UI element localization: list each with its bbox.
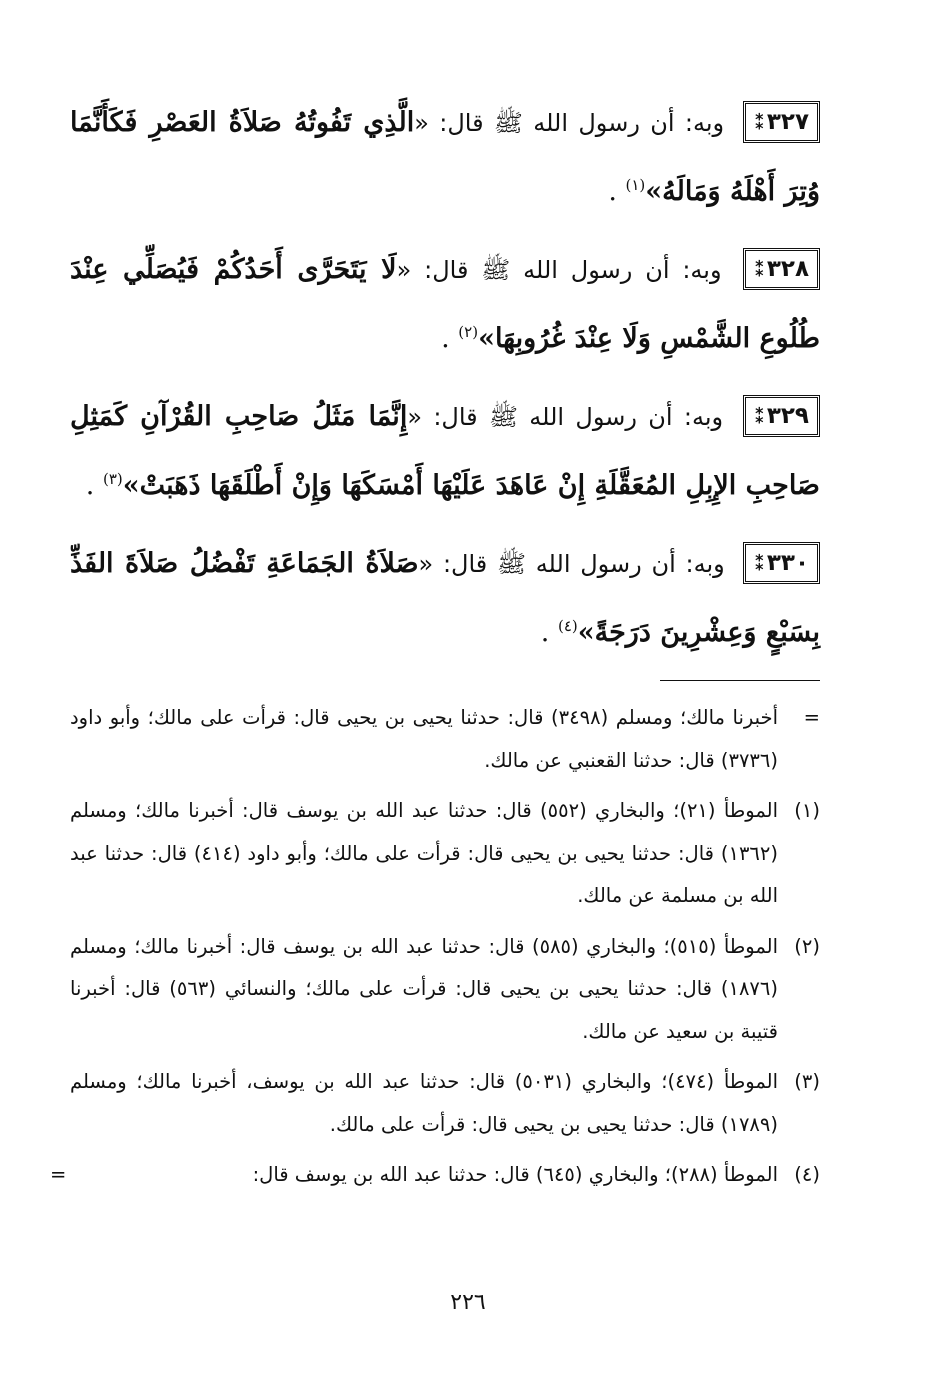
footnote-text: الموطأ (٢١)؛ والبخاري (٥٥٢) قال: حدثنا عبد الله بن يوسف قال: أخبرنا مالك؛ ومسلم (١٣٦٢) قال: حدثنا يحيى بن يحيى قال: قرأت على مالك؛ وأبو داود (٤١٤) قال: حدثنا عبد الله بن مسلمة عن مالك.: [70, 799, 778, 907]
footnote-label: (٣): [794, 1070, 820, 1093]
ornament-icon: ⁑: [754, 404, 765, 428]
footnote-label: (٤): [794, 1163, 820, 1186]
footnote-ref: (١): [625, 176, 646, 194]
hadith-330: [70, 533, 820, 664]
closing-quote: »: [645, 176, 663, 207]
footnote-ref: (٣): [102, 470, 123, 488]
end-mark: .: [540, 617, 550, 648]
ornament-icon: ⁑: [754, 551, 765, 575]
hadith-number: ٣٢٧: [766, 109, 809, 135]
hadith-matn: لَا يَتَحَرَّى أَحَدُكُمْ فَيُصَلِّي عِنْدَ طُلُوعِ الشَّمْسِ وَلَا عِنْدَ غُرُوبِهَا: [70, 254, 820, 354]
hadith-matn: إِنَّمَا مَثَلُ صَاحِبِ القُرْآنِ كَمَثِلِ صَاحِبِ الإِبِلِ المُعَقَّلَةِ إِنْ عَاهَدَ عَلَيْهَا أَمْسَكَهَا وَإِنْ أَطْلَقَهَا ذَهَبَتْ: [70, 401, 820, 501]
hadith-number-box: [743, 542, 820, 584]
hadith-328: [70, 239, 820, 370]
hadith-number-box: [743, 395, 820, 437]
footnote-2: [70, 926, 820, 1054]
footnote-text: أخبرنا مالك؛ ومسلم (٣٤٩٨) قال: حدثنا يحيى بن يحيى قال: قرأت على مالك؛ وأبو داود (٣٧٣٦) قال: حدثنا القعنبي عن مالك.: [70, 706, 779, 772]
hadith-matn: صَلاَةُ الجَمَاعَةِ تَفْضُلُ صَلاَةَ الفَذِّ بِسَبْعٍ وَعِشْرِينَ دَرَجَةً: [70, 548, 820, 648]
page-content: [50, 92, 820, 1205]
end-mark: .: [441, 323, 450, 354]
footnote-divider: [660, 680, 820, 681]
hadith-intro: وبه: أن رسول الله ﷺ قال: «: [407, 403, 724, 431]
closing-quote: »: [122, 470, 140, 501]
footnote-text: الموطأ (٥١٥)؛ والبخاري (٥٨٥) قال: حدثنا عبد الله بن يوسف قال: أخبرنا مالك؛ ومسلم (١٨٧٦) قال: حدثنا يحيى بن يحيى قال: قرأت على مالك؛ والنسائي (٥٦٣) قال: أخبرنا قتيبة بن سعيد عن مالك.: [70, 934, 778, 1043]
hadith-number-box: [743, 101, 820, 143]
hadith-intro: وبه: أن رسول الله ﷺ قال: «: [396, 256, 722, 284]
hadith-matn: الَّذِي تَفُوتُهُ صَلاَةُ العَصْرِ فَكَأَنَّمَا وُتِرَ أَهْلَهُ وَمَالَهُ: [70, 107, 820, 207]
hadith-number: ٣٢٩: [766, 403, 809, 429]
hadith-intro: وبه: أن رسول الله ﷺ قال: «: [414, 109, 725, 137]
footnote-continuation: [70, 697, 820, 782]
hadith-intro: وبه: أن رسول الله ﷺ قال: «: [418, 550, 725, 578]
footnote-ref: (٢): [458, 323, 479, 341]
footnote-text: الموطأ (٤٧٤)؛ والبخاري (٥٠٣١) قال: حدثنا عبد الله بن يوسف، أخبرنا مالك؛ ومسلم (١٧٨٩) قال: حدثنا يحيى بن يحيى قال: قرأت على مالك.: [70, 1070, 778, 1136]
end-mark: .: [608, 176, 617, 207]
footnote-label: (١): [794, 799, 820, 822]
closing-quote: »: [577, 617, 595, 648]
continuation-mark: =: [50, 1163, 67, 1186]
page-number: ٢٢٦: [450, 1290, 486, 1315]
footnote-4: [50, 1154, 820, 1197]
footnotes: [50, 697, 820, 1197]
hadith-number: ٣٣٠: [766, 550, 809, 576]
footnote-3: [70, 1061, 820, 1146]
footnote-1: [70, 790, 820, 918]
end-mark: .: [85, 470, 95, 501]
footnote-label: (٢): [794, 934, 820, 958]
ornament-icon: ⁑: [754, 110, 765, 134]
footnote-label: =: [803, 706, 820, 729]
hadith-327: [70, 92, 820, 223]
footnote-text: الموطأ (٢٨٨)؛ والبخاري (٦٤٥) قال: حدثنا عبد الله بن يوسف قال:: [252, 1163, 778, 1186]
hadith-number-box: [743, 248, 820, 290]
ornament-icon: ⁑: [754, 257, 765, 281]
hadith-329: [70, 386, 820, 517]
footnote-ref: (٤): [557, 617, 578, 635]
hadith-number: ٣٢٨: [766, 256, 809, 282]
closing-quote: »: [478, 323, 495, 354]
